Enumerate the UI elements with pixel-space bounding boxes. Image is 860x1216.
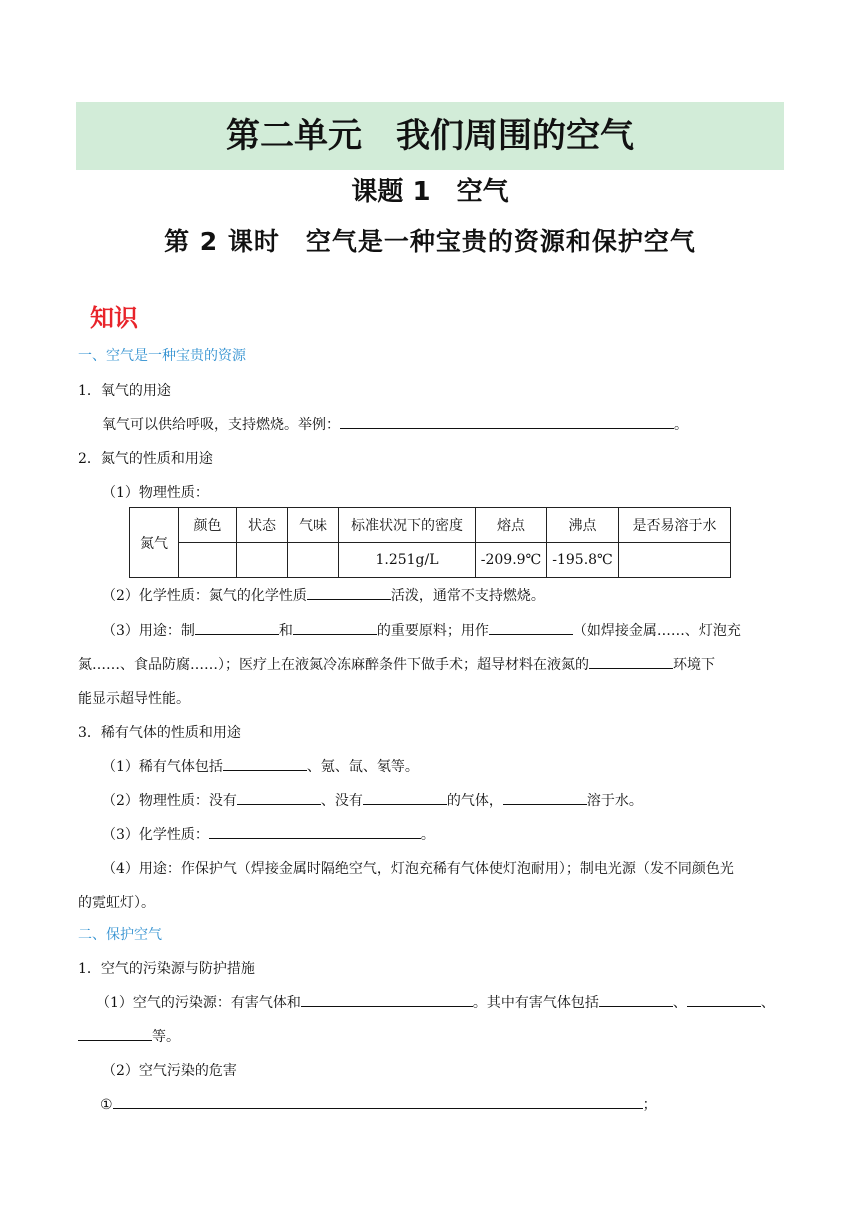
item2-sub2-after: 活泼，通常不支持燃烧。: [390, 588, 545, 604]
item2-sub3-line2-b: 环境下: [673, 657, 715, 673]
item3-sub3-after: 。: [420, 827, 435, 843]
item3-sub1: [102, 756, 419, 778]
part2-sub1-c: 、: [672, 995, 687, 1011]
blank-use-1: [195, 620, 279, 635]
item2-sub3-line2: [78, 654, 715, 676]
table-header-cell: 是否易溶于水: [619, 508, 731, 543]
section-label-knowledge: 知识: [90, 304, 138, 332]
item2-sub1: （1）物理性质：: [102, 485, 209, 501]
topic-title: 课题 1 空气: [351, 177, 509, 207]
table-header-cell: 沸点: [547, 508, 619, 543]
part2-item1-circle1: [100, 1094, 657, 1116]
part1-heading: 一、空气是一种宝贵的资源: [78, 348, 246, 364]
table-header-cell: 熔点: [476, 508, 547, 543]
table-value-cell: [288, 543, 339, 578]
item2-sub3-line3: 能显示超导性能。: [78, 691, 190, 707]
item2-sub2: [102, 585, 545, 607]
item1-text-after: 。: [674, 417, 688, 433]
blank-rare-gases: [223, 756, 307, 771]
table-value-cell: -209.9℃: [476, 543, 547, 578]
item2-sub2-before: （2）化学性质：氮气的化学性质: [102, 588, 307, 604]
blank-harmful-gas-3: [78, 1026, 152, 1041]
table-row: [130, 543, 731, 578]
blank-chemical-property: [209, 824, 421, 839]
item3-sub4-line1: （4）用途：作保护气（焊接金属时隔绝空气，灯泡充稀有气体使灯泡耐用）；制电光源（发不同颜色光: [102, 861, 734, 877]
item2-sub3-d: （如焊接金属……、灯泡充: [572, 623, 741, 639]
blank-chemical-activity: [307, 585, 391, 600]
part2-item1-sub1: [96, 992, 775, 1014]
blank-use-2: [293, 620, 377, 635]
item2-sub3-line1: [102, 620, 741, 642]
item3-title: 3．稀有气体的性质和用途: [78, 725, 241, 741]
item1-text: [102, 414, 688, 436]
item1-title: 1．氧气的用途: [78, 383, 171, 399]
item2-sub3-line2-a: 氮……、食品防腐……）；医疗上在液氮冷冻麻醉条件下做手术；超导材料在液氮的: [78, 657, 589, 673]
table-value-cell: [619, 543, 731, 578]
table-header-cell: 标准状况下的密度: [339, 508, 476, 543]
unit-title-banner: 第二单元 我们周围的空气: [76, 102, 784, 170]
lesson-title: 第 2 课时 空气是一种宝贵的资源和保护空气: [164, 227, 696, 256]
circle-number-1: ①: [100, 1097, 113, 1113]
part2-sub1-b: 。其中有害气体包括: [472, 995, 599, 1011]
blank-harmful-gas-2: [687, 992, 761, 1007]
part2-item1-sub2: （2）空气污染的危害: [102, 1063, 237, 1079]
item3-sub2-c: 的气体，: [446, 793, 503, 809]
item3-sub4-line2: 的霓虹灯）。: [78, 895, 155, 911]
item2-sub3-c: 的重要原料；用作: [376, 623, 489, 639]
table-value-cell: 1.251g/L: [339, 543, 476, 578]
item2-title: 2．氮气的性质和用途: [78, 451, 213, 467]
table-value-cell: -195.8℃: [547, 543, 619, 578]
table-header-cell: 颜色: [179, 508, 237, 543]
nitrogen-property-table: [129, 507, 731, 578]
item3-sub2: [102, 790, 643, 812]
blank-physical-3: [503, 790, 587, 805]
part2-sub1-line2: 等。: [152, 1029, 180, 1045]
item3-sub2-b: 、没有: [320, 793, 363, 809]
item3-sub3: [102, 824, 435, 846]
blank-harmful-gas-1: [599, 992, 673, 1007]
circle1-end: ；: [642, 1097, 657, 1113]
part2-item1-title: 1．空气的污染源与防护措施: [78, 961, 255, 977]
item1-text-before: 氧气可以供给呼吸，支持燃烧。举例：: [102, 417, 340, 433]
part2-sub1-d: 、: [760, 995, 775, 1011]
item3-sub1-before: （1）稀有气体包括: [102, 759, 223, 775]
blank-oxygen-example: [340, 414, 674, 429]
item2-sub3-a: （3）用途：制: [102, 623, 195, 639]
blank-harm-1: [113, 1094, 643, 1109]
item3-sub2-a: （2）物理性质：没有: [102, 793, 237, 809]
table-header-cell: 状态: [237, 508, 288, 543]
part2-sub1-a: （1）空气的污染源：有害气体和: [96, 995, 301, 1011]
table-row-label: 氮气: [130, 508, 179, 578]
blank-use-3: [489, 620, 573, 635]
blank-superconductor: [589, 654, 673, 669]
part2-item1-sub1-line2: [78, 1026, 180, 1048]
item3-sub1-after: 、氪、氙、氡等。: [306, 759, 419, 775]
table-header-cell: 气味: [288, 508, 339, 543]
table-value-cell: [179, 543, 237, 578]
blank-physical-1: [237, 790, 321, 805]
item3-sub2-d: 溶于水。: [586, 793, 643, 809]
table-value-cell: [237, 543, 288, 578]
item3-sub3-before: （3）化学性质：: [102, 827, 209, 843]
blank-pollution-source: [301, 992, 473, 1007]
part2-heading: 二、保护空气: [78, 927, 162, 943]
item2-sub3-b: 和: [278, 623, 293, 639]
blank-physical-2: [363, 790, 447, 805]
table-row: [130, 508, 731, 543]
